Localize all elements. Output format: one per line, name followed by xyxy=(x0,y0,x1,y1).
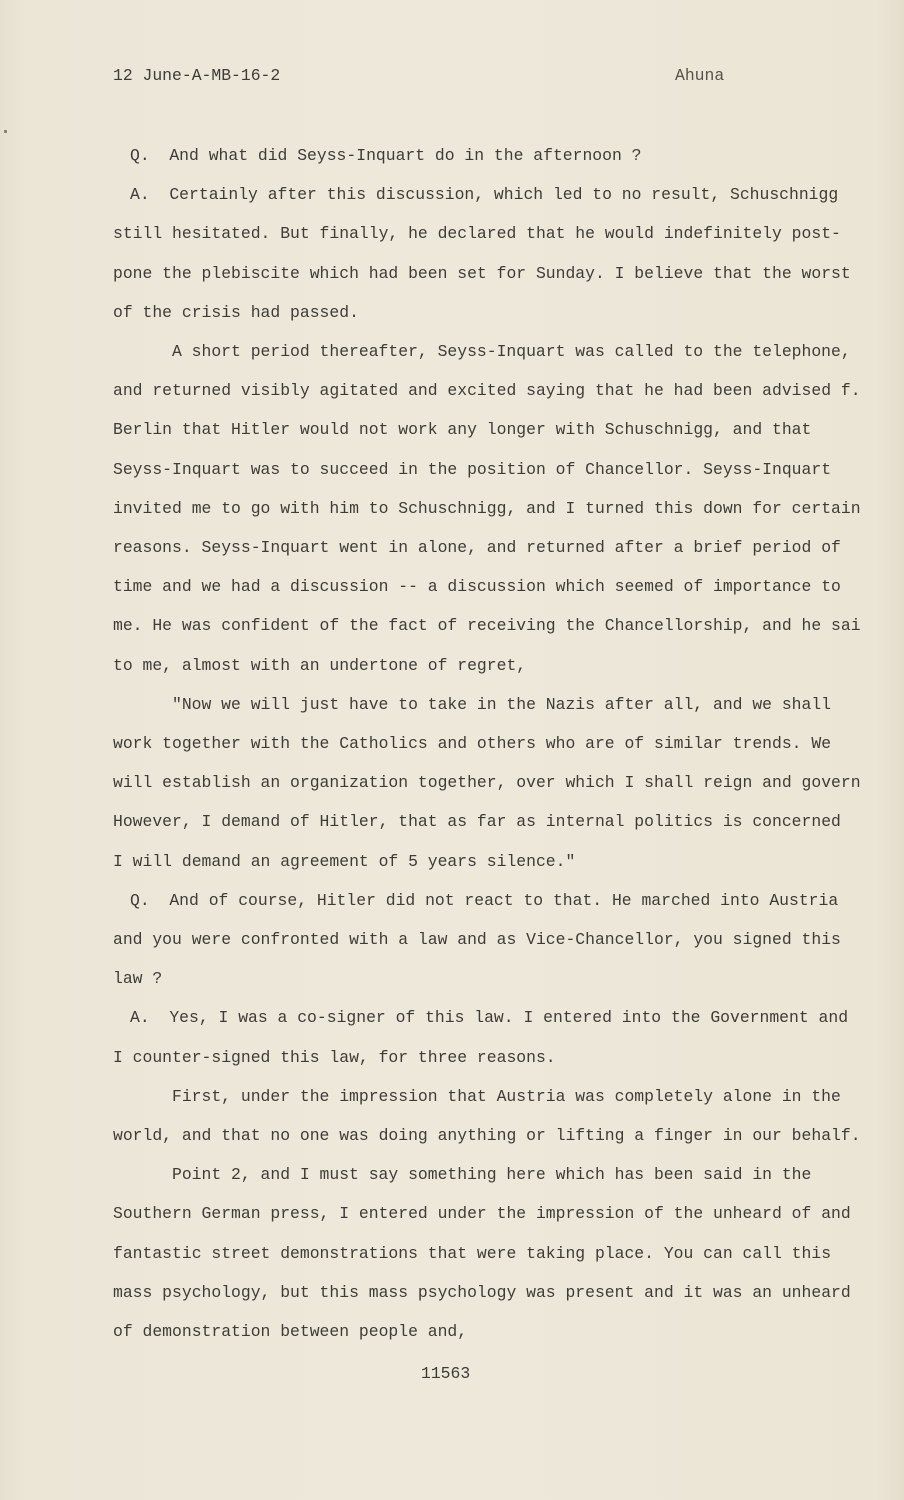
transcript-line: fantastic street demonstrations that were taking place. You can call this xyxy=(113,1243,832,1263)
transcript-line: I counter-signed this law, for three reasons. xyxy=(113,1047,556,1067)
transcript-line: and returned visibly agitated and excited saying that he had been advised f. xyxy=(113,381,861,401)
transcript-line: Q. And of course, Hitler did not react to that. He marched into Austria xyxy=(130,890,839,910)
transcript-line: Q. And what did Seyss-Inquart do in the afternoon ? xyxy=(130,146,642,165)
transcript-line: Point 2, and I must say something here which has been said in the xyxy=(172,1165,812,1185)
transcript-line: mass psychology, but this mass psychology was present and it was an unheard xyxy=(113,1282,851,1302)
transcript-line: time and we had a discussion -- a discussion which seemed of importance to xyxy=(113,577,841,597)
transcript-line: I will demand an agreement of 5 years silence." xyxy=(113,851,576,871)
transcript-line: will establish an organization together, over which I shall reign and govern xyxy=(113,773,861,793)
transcript-line: me. He was confident of the fact of receiving the Chancellorship, and he sai xyxy=(113,616,861,636)
transcript-line: reasons. Seyss-Inquart went in alone, and returned after a brief period of xyxy=(113,538,841,557)
transcript-line: pone the plebiscite which had been set for Sunday. I believe that the worst xyxy=(113,263,851,283)
transcript-line: law ? xyxy=(113,969,163,989)
transcript-line: still hesitated. But finally, he declared that he would indefinitely post- xyxy=(113,224,841,244)
reporter-name: Ahuna xyxy=(675,66,725,85)
margin-mark xyxy=(4,130,7,133)
transcript-line: invited me to go with him to Schuschnigg, and I turned this down for certain xyxy=(113,498,861,518)
transcript-line: Berlin that Hitler would not work any longer with Schuschnigg, and that xyxy=(113,420,812,440)
transcript-line: Seyss-Inquart was to succeed in the position of Chancellor. Seyss-Inquart xyxy=(113,459,832,479)
page-number: 11563 xyxy=(421,1364,471,1383)
document-reference: 12 June-A-MB-16-2 xyxy=(113,66,281,85)
transcript-line: "Now we will just have to take in the Nazis after all, and we shall xyxy=(172,694,832,714)
transcript-line: A short period thereafter, Seyss-Inquart was called to the telephone, xyxy=(172,342,851,361)
transcript-line: world, and that no one was doing anything or lifting a finger in our behalf. xyxy=(113,1126,861,1145)
transcript-line: work together with the Catholics and others who are of similar trends. We xyxy=(113,734,832,753)
transcript-line: of the crisis had passed. xyxy=(113,302,359,322)
transcript-line: Southern German press, I entered under the impression of the unheard of and xyxy=(113,1204,851,1224)
transcript-line: First, under the impression that Austria was completely alone in the xyxy=(172,1086,841,1106)
transcript-line: A. Yes, I was a co-signer of this law. I entered into the Government and xyxy=(130,1008,849,1028)
transcript-line: to me, almost with an undertone of regret, xyxy=(113,655,527,675)
transcript-line: A. Certainly after this discussion, which led to no result, Schuschnigg xyxy=(130,185,839,205)
transcript-line: However, I demand of Hitler, that as far as internal politics is concerned xyxy=(113,812,841,832)
transcript-line: of demonstration between people and, xyxy=(113,1322,468,1341)
transcript-line: and you were confronted with a law and as Vice-Chancellor, you signed this xyxy=(113,930,841,949)
